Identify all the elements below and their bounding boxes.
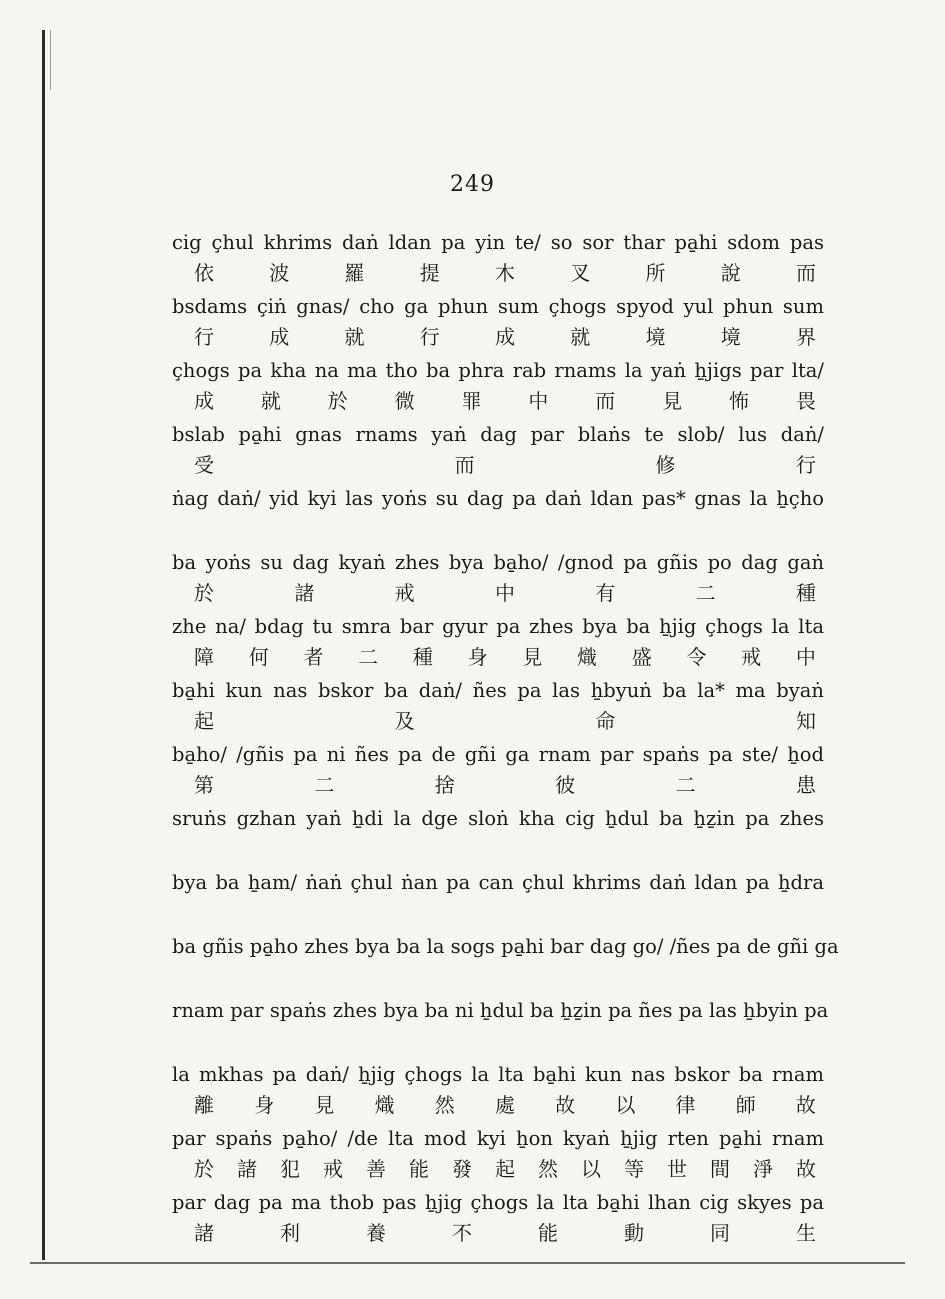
cjk-char: 中 xyxy=(494,581,515,605)
cjk-char: 故 xyxy=(796,1157,816,1181)
cjk-char: 故 xyxy=(555,1093,576,1117)
cjk-char: 中 xyxy=(528,389,549,413)
cjk-char: 而 xyxy=(454,453,475,477)
cjk-line-9 xyxy=(172,770,824,800)
cjk-char: 犯 xyxy=(280,1157,300,1181)
cjk-char: 善 xyxy=(366,1157,386,1181)
cjk-char: 依 xyxy=(194,261,214,285)
cjk-char: 等 xyxy=(624,1157,644,1181)
cjk-char: 而 xyxy=(796,261,816,285)
cjk-char: 然 xyxy=(538,1157,558,1181)
roman-line-8: ba̱hi kun nas bskor ba daṅ/ ñes pa las ẖbyuṅ ba la* ma byaṅ xyxy=(172,679,824,702)
cjk-char: 罪 xyxy=(461,389,482,413)
roman-line-11: bya ba ẖam/ ṅaṅ çhul ṅan pa can çhul khrims daṅ ldan pa ẖdra xyxy=(172,871,824,894)
cjk-char: 淨 xyxy=(753,1157,773,1181)
cjk-char: 能 xyxy=(538,1221,558,1245)
roman-line-3: çhogs pa kha na ma tho ba phra rab rnams la yaṅ ẖjigs par lta/ xyxy=(172,359,824,382)
cjk-char: 世 xyxy=(667,1157,687,1181)
cjk-char: 波 xyxy=(269,261,290,285)
cjk-char: 於 xyxy=(194,1157,214,1181)
cjk-char: 及 xyxy=(394,709,415,733)
cjk-char: 有 xyxy=(595,581,616,605)
cjk-char: 木 xyxy=(495,261,515,285)
page-number: 249 xyxy=(450,172,495,197)
cjk-char: 不 xyxy=(452,1221,472,1245)
cjk-char: 離 xyxy=(194,1093,214,1117)
cjk-char: 成 xyxy=(269,325,290,349)
cjk-char: 就 xyxy=(344,325,365,349)
cjk-char: 微 xyxy=(394,389,415,413)
roman-line-15: par spaṅs pa̱ho/ /de lta mod kyi ẖon kyaṅ ẖjig rten pa̱hi rnam xyxy=(172,1127,824,1150)
cjk-char: 見 xyxy=(314,1093,335,1117)
cjk-char: 身 xyxy=(467,645,488,669)
cjk-line-2 xyxy=(172,322,824,352)
cjk-char: 成 xyxy=(495,325,515,349)
cjk-char: 熾 xyxy=(374,1093,395,1117)
cjk-char: 畏 xyxy=(795,389,816,413)
roman-line-13: rnam par spaṅs zhes bya ba ni ẖdul ba ẖẕin pa ñes pa las ẖbyin pa xyxy=(172,999,829,1022)
cjk-char: 何 xyxy=(248,645,269,669)
cjk-line-8 xyxy=(172,706,824,736)
cjk-char: 令 xyxy=(686,645,707,669)
cjk-char: 諸 xyxy=(294,581,315,605)
cjk-char: 行 xyxy=(795,453,816,477)
cjk-char: 就 xyxy=(260,389,281,413)
cjk-char: 捨 xyxy=(434,773,455,797)
cjk-char: 第 xyxy=(194,773,214,797)
cjk-char: 行 xyxy=(419,325,440,349)
cjk-char: 說 xyxy=(720,261,741,285)
cjk-line-1 xyxy=(172,258,824,288)
cjk-char: 修 xyxy=(655,453,676,477)
cjk-char: 律 xyxy=(675,1093,696,1117)
cjk-char: 知 xyxy=(795,709,816,733)
cjk-char: 於 xyxy=(327,389,348,413)
cjk-line-4 xyxy=(172,450,824,480)
cjk-char: 就 xyxy=(570,325,591,349)
cjk-line-15 xyxy=(172,1154,824,1184)
cjk-char: 諸 xyxy=(237,1157,257,1181)
roman-line-10: sruṅs gzhan yaṅ ẖdi la dge sloṅ kha cig ẖdul ba ẖẕin pa zhes xyxy=(172,807,824,830)
cjk-char: 而 xyxy=(595,389,616,413)
cjk-char: 養 xyxy=(366,1221,386,1245)
cjk-char: 師 xyxy=(735,1093,756,1117)
cjk-char: 以 xyxy=(581,1157,601,1181)
cjk-char: 二 xyxy=(675,773,696,797)
cjk-char: 羅 xyxy=(344,261,365,285)
cjk-char: 故 xyxy=(795,1093,816,1117)
cjk-char: 熾 xyxy=(577,645,598,669)
cjk-char: 處 xyxy=(494,1093,515,1117)
cjk-char: 二 xyxy=(695,581,716,605)
bottom-edge-rule xyxy=(30,1262,905,1264)
roman-line-7: zhe na/ bdag tu smra bar gyur pa zhes bya ba ẖjig çhogs la lta xyxy=(172,615,824,638)
cjk-char: 命 xyxy=(595,709,616,733)
cjk-char: 發 xyxy=(452,1157,472,1181)
roman-line-9: ba̱ho/ /gñis pa ni ñes pa de gñi ga rnam par spaṅs pa ste/ ẖod xyxy=(172,743,824,766)
cjk-char: 戒 xyxy=(394,581,415,605)
cjk-char: 患 xyxy=(795,773,816,797)
roman-line-4: bslab pa̱hi gnas rnams yaṅ dag par blaṅs te slob/ lus daṅ/ xyxy=(172,423,824,446)
cjk-char: 叉 xyxy=(570,261,591,285)
cjk-char: 成 xyxy=(194,389,214,413)
roman-line-16: par dag pa ma thob pas ẖjig çhogs la lta ba̱hi lhan cig skyes pa xyxy=(172,1191,824,1214)
cjk-char: 者 xyxy=(303,645,324,669)
cjk-char: 所 xyxy=(645,261,666,285)
cjk-char: 境 xyxy=(645,325,666,349)
cjk-char: 起 xyxy=(194,709,214,733)
cjk-char: 見 xyxy=(662,389,683,413)
roman-line-1: cig çhul khrims daṅ ldan pa yin te/ so sor thar pa̱hi sdom pas xyxy=(172,231,824,254)
roman-line-12: ba gñis pa̱ho zhes bya ba la sogs pa̱hi bar dag go/ /ñes pa de gñi ga xyxy=(172,935,839,958)
cjk-char: 身 xyxy=(254,1093,275,1117)
cjk-char: 戒 xyxy=(741,645,762,669)
cjk-char: 以 xyxy=(615,1093,636,1117)
cjk-char: 界 xyxy=(796,325,816,349)
cjk-char: 諸 xyxy=(194,1221,214,1245)
cjk-char: 戒 xyxy=(323,1157,343,1181)
cjk-char: 能 xyxy=(409,1157,429,1181)
cjk-char: 種 xyxy=(412,645,433,669)
roman-line-14: la mkhas pa daṅ/ ẖjig çhogs la lta ba̱hi kun nas bskor ba rnam xyxy=(172,1063,824,1086)
left-margin-rule xyxy=(42,30,45,1260)
cjk-char: 怖 xyxy=(729,389,749,413)
cjk-char: 然 xyxy=(434,1093,455,1117)
cjk-line-14 xyxy=(172,1090,824,1120)
roman-line-5: ṅag daṅ/ yid kyi las yoṅs su dag pa daṅ ldan pas* gnas la ẖçho xyxy=(172,487,824,510)
cjk-line-16 xyxy=(172,1218,824,1248)
cjk-char: 同 xyxy=(710,1221,730,1245)
cjk-line-3 xyxy=(172,386,824,416)
cjk-char: 境 xyxy=(720,325,741,349)
cjk-char: 彼 xyxy=(555,773,576,797)
roman-line-6: ba yoṅs su dag kyaṅ zhes bya ba̱ho/ /gnod pa gñis po dag gaṅ xyxy=(172,551,824,574)
left-margin-mark xyxy=(50,30,51,90)
cjk-char: 於 xyxy=(194,581,214,605)
cjk-line-7 xyxy=(172,642,824,672)
cjk-char: 起 xyxy=(495,1157,515,1181)
cjk-char: 中 xyxy=(795,645,816,669)
cjk-char: 二 xyxy=(358,645,379,669)
cjk-char: 行 xyxy=(194,325,214,349)
cjk-char: 見 xyxy=(522,645,543,669)
cjk-char: 盛 xyxy=(631,645,652,669)
cjk-char: 二 xyxy=(314,773,335,797)
cjk-char: 種 xyxy=(795,581,816,605)
roman-line-2: bsdams çiṅ gnas/ cho ga phun sum çhogs spyod yul phun sum xyxy=(172,295,824,318)
cjk-line-6 xyxy=(172,578,824,608)
cjk-char: 生 xyxy=(796,1221,816,1245)
cjk-char: 間 xyxy=(710,1157,730,1181)
cjk-char: 障 xyxy=(194,645,214,669)
cjk-char: 受 xyxy=(194,453,214,477)
cjk-char: 提 xyxy=(419,261,440,285)
cjk-char: 動 xyxy=(624,1221,644,1245)
cjk-char: 利 xyxy=(280,1221,300,1245)
